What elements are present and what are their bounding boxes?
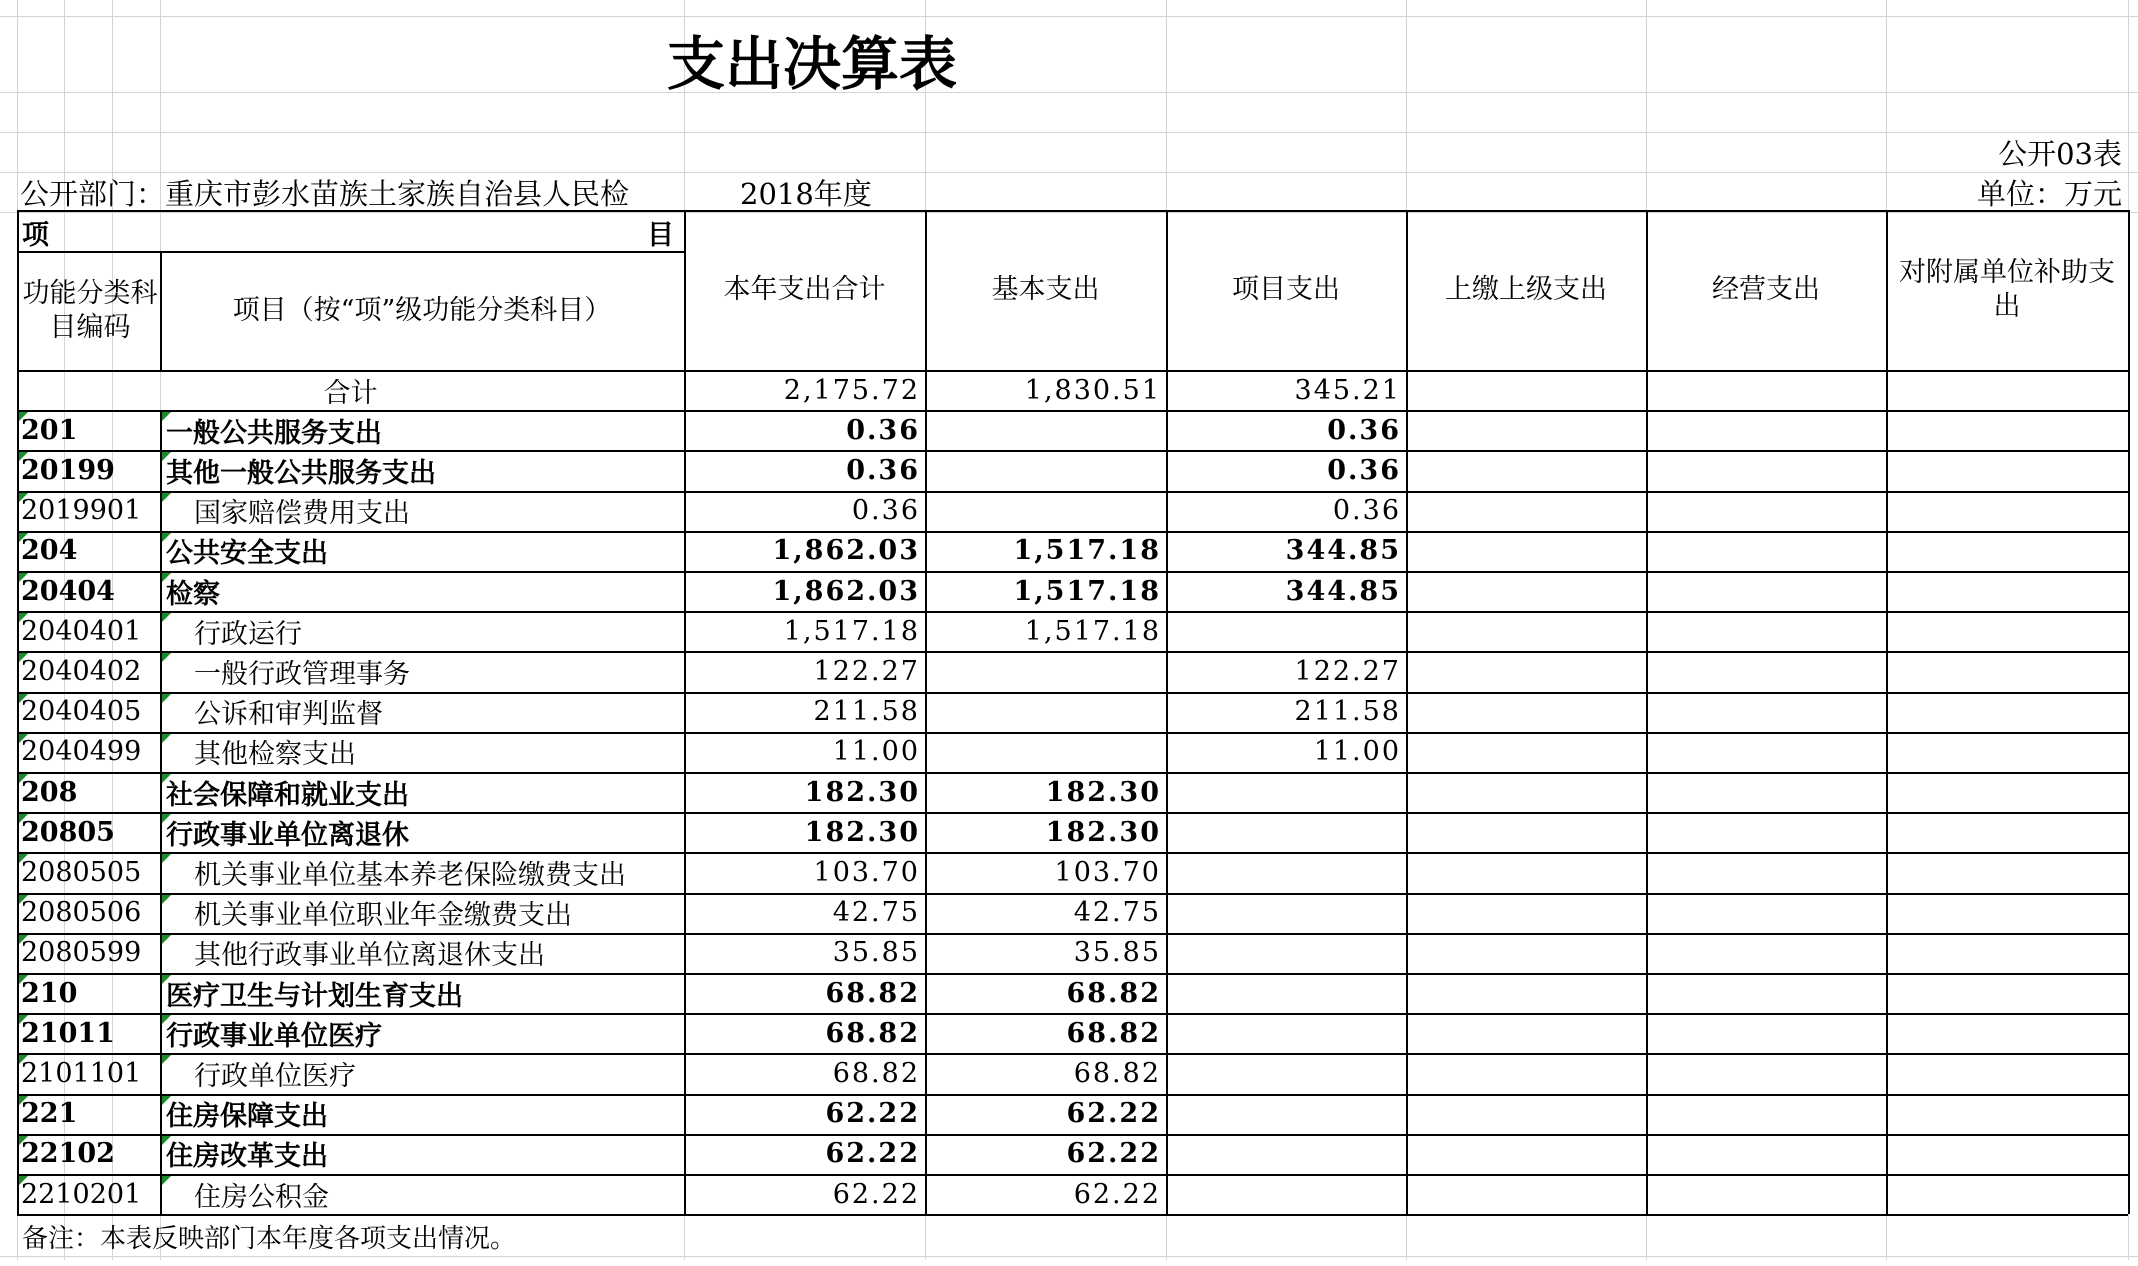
cell-marker-icon [162,533,171,542]
header-func-code: 功能分类科目编码 [22,278,158,343]
cell-marker-icon [162,814,171,823]
value-cell-col-5 [1646,410,1886,450]
total-value-col-4 [1406,370,1646,410]
item-name-cell: 机关事业单位职业年金缴费支出 [194,900,572,932]
value-cell-col-6 [1886,1134,2128,1174]
table-border [160,933,162,973]
value-cell-col-2 [925,651,1166,691]
cell-marker-icon [162,774,171,783]
value-cell-col-3 [1166,852,1406,892]
cell-marker-icon [162,1015,171,1024]
value-cell-col-1: 0.36 [851,495,920,527]
table-border [160,973,162,1013]
value-cell-col-4 [1406,491,1646,531]
value-cell-col-5 [1646,933,1886,973]
cell-marker-icon [19,854,28,863]
value-cell-col-3 [1166,1134,1406,1174]
table-border [2128,210,2130,1214]
cell-marker-icon [19,814,28,823]
value-cell-col-3 [1166,973,1406,1013]
total-value-col-3: 345.21 [1294,374,1401,406]
func-code-cell: 210 [21,977,78,1009]
value-cell-col-5 [1646,973,1886,1013]
value-cell-col-2: 182.30 [1045,816,1161,848]
table-border [160,491,162,531]
value-cell-col-5 [1646,531,1886,571]
item-name-cell: 机关事业单位基本养老保险缴费支出 [194,859,626,891]
func-code-cell: 20199 [21,454,115,486]
table-border [17,571,2128,573]
table-border [160,1013,162,1053]
value-cell-col-6 [1886,732,2128,772]
value-cell-col-3 [1166,1174,1406,1214]
value-cell-col-5 [1646,1013,1886,1053]
value-cell-col-6 [1886,772,2128,812]
func-code-cell: 2040405 [21,696,142,728]
item-name-cell: 行政运行 [194,618,302,650]
cell-marker-icon [19,613,28,622]
item-name-cell: 国家赔偿费用支出 [194,498,410,530]
table-border [17,1013,2128,1015]
value-cell-col-6 [1886,933,2128,973]
table-border [925,210,927,1214]
value-cell-col-4 [1406,571,1646,611]
cell-marker-icon [19,533,28,542]
table-border [160,531,162,571]
value-cell-col-4 [1406,410,1646,450]
column-header-3: 项目支出 [1232,274,1340,305]
item-name-cell: 住房保障支出 [166,1101,328,1133]
value-cell-col-3 [1166,1053,1406,1093]
value-cell-col-3 [1166,611,1406,651]
cell-marker-icon [19,653,28,662]
table-border [17,491,2128,493]
value-cell-col-5 [1646,732,1886,772]
cell-marker-icon [19,734,28,743]
func-code-cell: 2040401 [21,615,142,647]
table-border [17,450,2128,452]
table-border [160,732,162,772]
value-cell-col-3 [1166,893,1406,933]
value-cell-col-1: 11.00 [832,736,920,768]
value-cell-col-5 [1646,692,1886,732]
table-border [17,852,2128,854]
value-cell-col-3 [1166,1094,1406,1134]
value-cell-col-5 [1646,491,1886,531]
value-cell-col-3 [1166,772,1406,812]
item-name-cell: 社会保障和就业支出 [166,779,409,811]
value-cell-col-5 [1646,893,1886,933]
value-cell-col-1: 62.22 [825,1098,920,1130]
table-border [160,772,162,812]
cell-marker-icon [19,493,28,502]
table-border [684,210,686,1214]
table-border [17,893,2128,895]
item-name-cell: 住房公积金 [194,1181,329,1213]
func-code-cell: 2040402 [21,655,142,687]
value-cell-col-3 [1166,1013,1406,1053]
value-cell-col-3: 122.27 [1294,655,1401,687]
item-name-cell: 检察 [166,578,220,610]
value-cell-col-5 [1646,611,1886,651]
header-item-name: 项目（按“项”级功能分类科目） [232,295,612,326]
header-project-end: 目 [647,219,674,251]
value-cell-col-2: 62.22 [1066,1138,1161,1170]
total-value-col-1: 2,175.72 [783,374,920,406]
value-cell-col-1: 62.22 [832,1178,920,1210]
cell-marker-icon [162,493,171,502]
cell-marker-icon [162,895,171,904]
value-cell-col-1: 182.30 [804,816,920,848]
value-cell-col-4 [1406,1094,1646,1134]
value-cell-col-5 [1646,1094,1886,1134]
cell-marker-icon [162,452,171,461]
table-border [17,692,2128,694]
cell-marker-icon [19,1136,28,1145]
value-cell-col-1: 0.36 [846,414,920,446]
table-border [17,1094,2128,1096]
item-name-cell: 其他行政事业单位离退休支出 [194,940,545,972]
item-name-cell: 一般行政管理事务 [194,658,410,690]
table-border [160,611,162,651]
cell-marker-icon [162,1176,171,1185]
value-cell-col-5 [1646,1053,1886,1093]
cell-marker-icon [162,854,171,863]
value-cell-col-4 [1406,933,1646,973]
value-cell-col-3: 344.85 [1285,575,1401,607]
value-cell-col-3: 344.85 [1285,535,1401,567]
value-cell-col-4 [1406,1053,1646,1093]
cell-marker-icon [19,774,28,783]
cell-marker-icon [19,975,28,984]
cell-marker-icon [19,412,28,421]
table-border [17,732,2128,734]
func-code-cell: 2040499 [21,736,142,768]
func-code-cell: 20805 [21,816,115,848]
value-cell-col-6 [1886,1174,2128,1214]
cell-marker-icon [162,1096,171,1105]
func-code-cell: 2080506 [21,897,142,929]
value-cell-col-2: 42.75 [1073,897,1161,929]
value-cell-col-6 [1886,1053,2128,1093]
table-border [17,973,2128,975]
value-cell-col-4 [1406,772,1646,812]
value-cell-col-1: 68.82 [825,1017,920,1049]
value-cell-col-2: 1,517.18 [1013,575,1161,607]
value-cell-col-4 [1406,531,1646,571]
func-code-cell: 2019901 [21,495,142,527]
cell-marker-icon [19,1096,28,1105]
value-cell-col-3: 0.36 [1332,495,1401,527]
table-border [17,812,2128,814]
table-border [160,852,162,892]
value-cell-col-1: 1,862.03 [772,535,920,567]
value-cell-col-4 [1406,852,1646,892]
value-cell-col-2: 62.22 [1073,1178,1161,1210]
column-header-1: 本年支出合计 [723,274,886,305]
func-code-cell: 204 [21,535,78,567]
func-code-cell: 208 [21,776,78,808]
value-cell-col-1: 182.30 [804,776,920,808]
value-cell-col-5 [1646,812,1886,852]
item-name-cell: 行政事业单位医疗 [166,1020,382,1052]
table-border [17,210,19,1214]
value-cell-col-6 [1886,651,2128,691]
value-cell-col-2 [925,491,1166,531]
table-border [1886,210,1888,1214]
unit-label: 单位：万元 [1976,176,2122,211]
table-border [17,1053,2128,1055]
value-cell-col-2: 103.70 [1054,856,1161,888]
value-cell-col-2: 68.82 [1073,1057,1161,1089]
value-cell-col-3: 11.00 [1313,736,1401,768]
item-name-cell: 公诉和审判监督 [194,699,383,731]
form-id: 公开03表 [1998,136,2122,171]
value-cell-col-6 [1886,852,2128,892]
value-cell-col-6 [1886,611,2128,651]
cell-marker-icon [19,1055,28,1064]
value-cell-col-2 [925,450,1166,490]
value-cell-col-1: 35.85 [832,937,920,969]
value-cell-col-6 [1886,531,2128,571]
value-cell-col-4 [1406,611,1646,651]
value-cell-col-6 [1886,491,2128,531]
table-border [1166,210,1168,1214]
value-cell-col-2 [925,410,1166,450]
value-cell-col-4 [1406,651,1646,691]
total-value-col-5 [1646,370,1886,410]
value-cell-col-3: 0.36 [1327,414,1401,446]
value-cell-col-4 [1406,1174,1646,1214]
value-cell-col-2: 62.22 [1066,1098,1161,1130]
cell-marker-icon [19,895,28,904]
item-name-cell: 公共安全支出 [166,538,328,570]
cell-marker-icon [162,613,171,622]
value-cell-col-6 [1886,1013,2128,1053]
value-cell-col-5 [1646,1134,1886,1174]
table-border [160,1053,162,1093]
value-cell-col-2: 1,517.18 [1013,535,1161,567]
cell-marker-icon [162,653,171,662]
header-project: 项 [22,219,49,251]
table-border [17,251,684,253]
table-border [17,772,2128,774]
page-title: 支出决算表 [666,30,957,98]
value-cell-col-6 [1886,973,2128,1013]
value-cell-col-1: 103.70 [813,856,920,888]
cell-marker-icon [162,1136,171,1145]
cell-marker-icon [162,694,171,703]
total-value-col-2: 1,830.51 [1024,374,1161,406]
table-border [160,1094,162,1134]
item-name-cell: 行政单位医疗 [194,1060,356,1092]
column-header-5: 经营支出 [1712,274,1820,305]
func-code-cell: 2101101 [21,1057,142,1089]
table-border [1646,210,1648,1214]
column-header-6: 对附属单位补助支出 [1899,257,2115,322]
item-name-cell: 其他检察支出 [194,739,356,771]
table-border [160,651,162,691]
cell-marker-icon [19,1015,28,1024]
value-cell-col-5 [1646,450,1886,490]
value-cell-col-6 [1886,812,2128,852]
table-border [17,1174,2128,1176]
value-cell-col-1: 211.58 [813,696,920,728]
value-cell-col-3: 211.58 [1294,696,1401,728]
table-border [17,410,2128,412]
value-cell-col-2: 35.85 [1073,937,1161,969]
value-cell-col-4 [1406,692,1646,732]
value-cell-col-1: 1,517.18 [783,615,920,647]
func-code-cell: 20404 [21,575,115,607]
value-cell-col-2: 182.30 [1045,776,1161,808]
value-cell-col-1: 0.36 [846,454,920,486]
table-border [17,370,2128,372]
cell-marker-icon [162,1055,171,1064]
value-cell-col-4 [1406,1134,1646,1174]
item-name-cell: 其他一般公共服务支出 [166,457,436,489]
cell-marker-icon [19,573,28,582]
footnote: 备注：本表反映部门本年度各项支出情况。 [22,1223,517,1254]
item-name-cell: 医疗卫生与计划生育支出 [166,980,463,1012]
func-code-cell: 201 [21,414,78,446]
cell-marker-icon [19,452,28,461]
cell-marker-icon [162,975,171,984]
value-cell-col-1: 42.75 [832,897,920,929]
func-code-cell: 21011 [21,1017,115,1049]
cell-marker-icon [162,412,171,421]
value-cell-col-4 [1406,812,1646,852]
department-label: 公开部门：重庆市彭水苗族土家族自治县人民检 [20,176,630,211]
value-cell-col-1: 62.22 [825,1138,920,1170]
value-cell-col-3 [1166,933,1406,973]
table-border [160,410,162,450]
item-name-cell: 行政事业单位离退休 [166,819,409,851]
value-cell-col-2: 68.82 [1066,1017,1161,1049]
value-cell-col-2 [925,692,1166,732]
item-name-cell: 一般公共服务支出 [166,417,382,449]
value-cell-col-4 [1406,1013,1646,1053]
value-cell-col-3 [1166,812,1406,852]
table-border [1406,210,1408,1214]
func-code-cell: 2080505 [21,856,142,888]
table-border [160,692,162,732]
column-header-4: 上缴上级支出 [1445,274,1607,305]
table-border [17,531,2128,533]
cell-marker-icon [19,935,28,944]
table-border [160,1134,162,1174]
table-border [17,1134,2128,1136]
value-cell-col-1: 122.27 [813,655,920,687]
value-cell-col-3: 0.36 [1327,454,1401,486]
table-border [160,812,162,852]
func-code-cell: 22102 [21,1138,115,1170]
cell-marker-icon [19,1176,28,1185]
cell-marker-icon [162,935,171,944]
value-cell-col-1: 1,862.03 [772,575,920,607]
value-cell-col-6 [1886,450,2128,490]
table-border [17,651,2128,653]
table-border [160,893,162,933]
value-cell-col-6 [1886,410,2128,450]
total-label: 合计 [323,377,378,409]
column-header-2: 基本支出 [991,274,1100,305]
value-cell-col-2: 68.82 [1066,977,1161,1009]
table-border [160,571,162,611]
value-cell-col-4 [1406,732,1646,772]
value-cell-col-4 [1406,450,1646,490]
value-cell-col-6 [1886,571,2128,611]
item-name-cell: 住房改革支出 [166,1141,328,1173]
table-border [17,933,2128,935]
value-cell-col-6 [1886,1094,2128,1134]
value-cell-col-5 [1646,772,1886,812]
func-code-cell: 221 [21,1098,78,1130]
func-code-cell: 2210201 [21,1178,142,1210]
value-cell-col-6 [1886,893,2128,933]
cell-marker-icon [162,573,171,582]
value-cell-col-5 [1646,1174,1886,1214]
total-value-col-6 [1886,370,2128,410]
value-cell-col-4 [1406,893,1646,933]
table-border [160,450,162,490]
value-cell-col-5 [1646,852,1886,892]
table-border [160,1174,162,1214]
value-cell-col-6 [1886,692,2128,732]
value-cell-col-2: 1,517.18 [1024,615,1161,647]
cell-marker-icon [162,734,171,743]
value-cell-col-4 [1406,973,1646,1013]
fiscal-year: 2018年度 [740,176,872,211]
value-cell-col-5 [1646,571,1886,611]
cell-marker-icon [19,694,28,703]
value-cell-col-5 [1646,651,1886,691]
value-cell-col-1: 68.82 [825,977,920,1009]
table-border [17,210,2128,212]
table-border [160,251,162,370]
func-code-cell: 2080599 [21,937,142,969]
value-cell-col-1: 68.82 [832,1057,920,1089]
table-border [17,611,2128,613]
value-cell-col-2 [925,732,1166,772]
